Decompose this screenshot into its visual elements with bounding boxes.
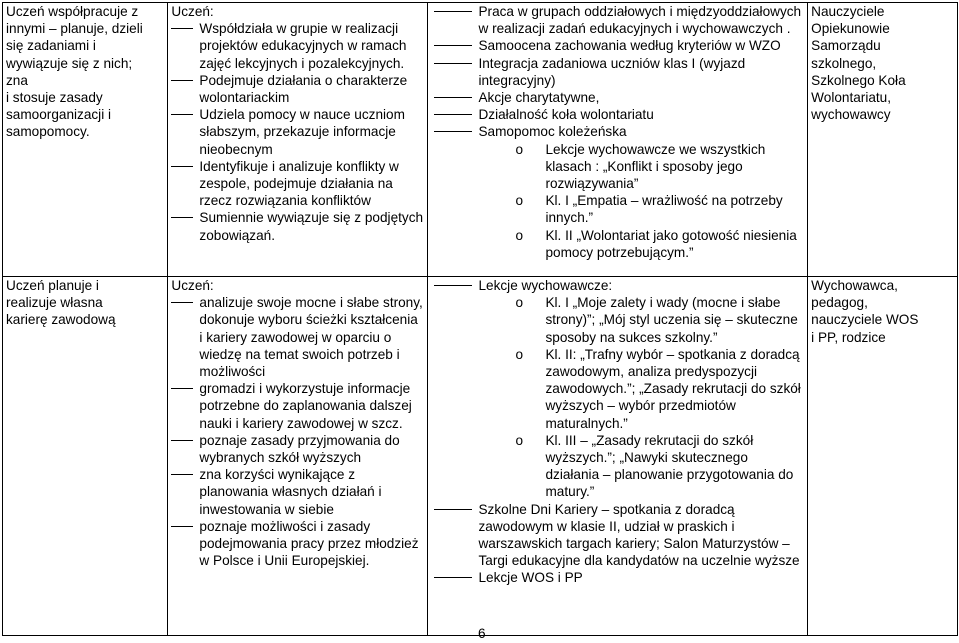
activity-subitem: o Kl. II „Wolontariat jako gotowość niesienia pomocy potrzebującym.”	[431, 227, 804, 261]
responsible-line: i PP, rodzice	[811, 329, 886, 345]
activity-item: Samoocena zachowania według kryteriów w WZO	[431, 37, 804, 54]
goal-line: zna	[6, 72, 28, 88]
goal-cell	[3, 3, 168, 277]
responsible-line: Samorządu	[811, 38, 881, 54]
goal-line: samoorganizacji i	[6, 107, 112, 123]
responsible-line: Nauczyciele	[811, 4, 885, 19]
activity-item: Działalność koła wolontariatu	[431, 106, 804, 123]
outcome-item: zna korzyści wynikające z planowania własnych działań i inwestowania w siebie	[171, 466, 424, 518]
outcomes-cell	[168, 277, 428, 636]
activity-subitem: o Kl. I „Moje zalety i wady (mocne i słabe strony)”; „Mój styl uczenia się – skuteczne sposoby na sukces szkolny.”	[431, 294, 804, 346]
outcome-item: analizuje swoje mocne i słabe strony, dokonuje wyboru ścieżki kształcenia i kariery zawodowej w oparciu o wiedzę na temat swoich potrzeb i możliwości	[171, 294, 424, 380]
activity-subitem: o Kl. II: „Trafny wybór – spotkania z doradcą zawodowym, analiza predyspozycji zawodowych.”; „Zasady rekrutacji do szkół wyższych – wybór przedmiotów maturalnych.”	[431, 346, 804, 432]
outcomes-cell	[168, 3, 428, 277]
outcome-item: poznaje możliwości i zasady podejmowania pracy przez młodzież w Polsce i Unii Europejskiej.	[171, 518, 424, 570]
outcomes-heading: Uczeń:	[171, 278, 214, 293]
responsible-line: nauczyciele WOS	[811, 312, 919, 328]
outcome-item: Udziela pomocy w nauce uczniom słabszym, przekazuje informacje nieobecnym	[171, 106, 424, 158]
activities-cell	[428, 3, 808, 277]
activity-item: Akcje charytatywne,	[431, 89, 804, 106]
activity-item: Szkolne Dni Kariery – spotkania z doradcą zawodowym w klasie II, udział w praskich i warszawskich targach kariery; Salon Maturzystów – Targi edukacyjne dla kandydatów na uczelnie wyższe	[431, 501, 804, 570]
goal-line: samopomocy.	[6, 124, 90, 140]
activity-subitem: o Lekcje wychowawcze we wszystkich klasach : „Konflikt i sposoby jego rozwiązywania”	[431, 141, 804, 193]
goal-line: wywiązuje się z nich;	[6, 55, 133, 71]
activity-item: Praca w grupach oddziałowych i międzyoddziałowych w realizacji zadań edukacyjnych i wychowawczych .	[431, 3, 804, 37]
table-row	[3, 3, 958, 277]
activities-cell	[428, 277, 808, 636]
plan-table	[2, 2, 958, 636]
activity-item: Lekcje wychowawcze:	[431, 277, 804, 294]
outcomes-heading: Uczeń:	[171, 4, 214, 19]
responsible-cell	[808, 277, 958, 636]
outcome-item: poznaje zasady przyjmowania do wybranych szkół wyższych	[171, 432, 424, 466]
goal-line: Uczeń współpracuje z	[6, 4, 139, 19]
outcome-item: Identyfikuje i analizuje konflikty w zespole, podejmuje działania na rzecz rozwiązania konfliktów	[171, 158, 424, 210]
goal-line: karierę zawodową	[6, 312, 116, 328]
goal-line: innymi – planuje, dzieli	[6, 21, 143, 37]
outcome-item: gromadzi i wykorzystuje informacje potrzebne do zaplanowania dalszej nauki i kariery zawodowej w szcz.	[171, 380, 424, 432]
activity-item: Samopomoc koleżeńska	[431, 123, 804, 140]
responsible-line: Wychowawca,	[811, 278, 898, 293]
goal-line: Uczeń planuje i	[6, 278, 99, 293]
activity-subitem: o Kl. I „Empatia – wrażliwość na potrzeby innych.”	[431, 192, 804, 226]
responsible-line: wychowawcy	[811, 107, 891, 123]
goal-line: realizuje własna	[6, 295, 103, 311]
table-row	[3, 277, 958, 636]
activity-subitem: o Kl. III – „Zasady rekrutacji do szkół wyższych.”; „Nawyki skutecznego działania – planowanie przygotowania do matury.”	[431, 432, 804, 501]
responsible-line: Szkolnego Koła	[811, 72, 906, 88]
goal-line: się zadaniami i	[6, 38, 96, 54]
activity-item: Lekcje WOS i PP	[431, 569, 804, 586]
activity-item: Integracja zadaniowa uczniów klas I (wyjazd integracyjny)	[431, 55, 804, 89]
page-number: 6	[478, 626, 486, 641]
responsible-line: pedagog,	[811, 295, 868, 311]
outcome-item: Współdziała w grupie w realizacji projektów edukacyjnych w ramach zajęć lekcyjnych i pozalekcyjnych.	[171, 20, 424, 72]
goal-line: i stosuje zasady	[6, 90, 103, 106]
responsible-line: szkolnego,	[811, 55, 877, 71]
outcome-item: Podejmuje działania o charakterze wolontariackim	[171, 72, 424, 106]
responsible-line: Opiekunowie	[811, 21, 890, 37]
responsible-line: Wolontariatu,	[811, 90, 892, 106]
outcome-item: Sumiennie wywiązuje się z podjętych zobowiązań.	[171, 209, 424, 243]
responsible-cell	[808, 3, 958, 277]
goal-cell	[3, 277, 168, 636]
